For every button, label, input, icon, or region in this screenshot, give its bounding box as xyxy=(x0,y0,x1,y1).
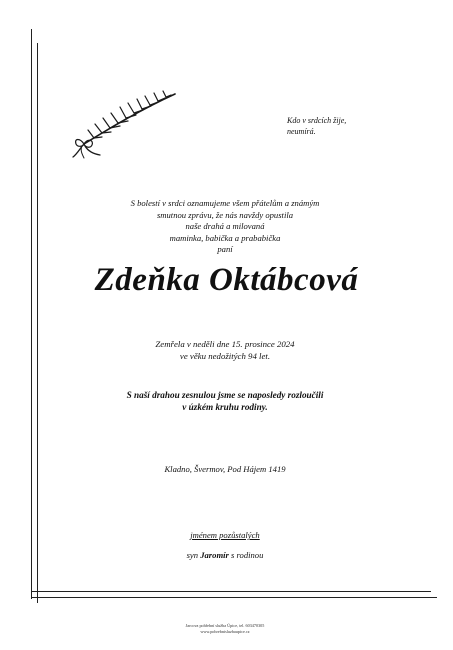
family-suffix: s rodinou xyxy=(231,550,264,560)
palm-branch-icon xyxy=(70,88,180,160)
family-name: Jaromír xyxy=(200,550,229,560)
announcement-line-3: naše drahá a milovaná xyxy=(185,221,265,232)
motto-line-1: Kdo v srdcích žije, xyxy=(287,116,347,125)
frame-line-left-outer xyxy=(31,29,32,599)
age-line: ve věku nedožitých 94 let. xyxy=(179,350,271,361)
frame-line-left-inner xyxy=(37,43,38,603)
family-prefix: syn xyxy=(186,550,199,560)
frame-line-bottom-inner xyxy=(31,597,437,598)
motto xyxy=(287,116,346,137)
announcement-line-1: S bolestí v srdci oznamujeme všem přátelům a známým xyxy=(130,198,320,208)
frame-line-bottom-outer xyxy=(31,591,431,592)
motto-line-2: neumírá. xyxy=(287,126,316,136)
announcement-line-4: maminka, babička a prababička xyxy=(169,232,281,243)
on-behalf-line xyxy=(80,530,370,541)
funeral-service-footer xyxy=(100,623,350,635)
announcement-line-5: paní xyxy=(217,244,233,255)
footer-line-1: Jarcova pohřební služba Úpice, tel. 603470305 xyxy=(185,623,265,628)
death-details xyxy=(80,339,370,363)
on-behalf-text: jménem pozůstalých xyxy=(190,530,260,540)
announcement-line-2: smutnou zprávu, že nás navždy opustila xyxy=(156,209,294,220)
announcement-text xyxy=(100,198,350,256)
death-date-line: Zemřela v neděli dne 15. prosince 2024 xyxy=(155,339,295,349)
farewell-line-1: S naší drahou zesnulou jsme se naposledy rozloučili xyxy=(126,390,324,400)
farewell-line-2: v úzkém kruhu rodiny. xyxy=(182,402,268,413)
address: Kladno, Švermov, Pod Hájem 1419 xyxy=(164,464,286,474)
footer-line-2: www.pohrebnisluzbaupice.cz xyxy=(200,629,250,634)
deceased-name: Zdeňka Oktábcová xyxy=(94,262,359,298)
family-signature xyxy=(80,550,370,561)
farewell-note xyxy=(80,389,370,414)
